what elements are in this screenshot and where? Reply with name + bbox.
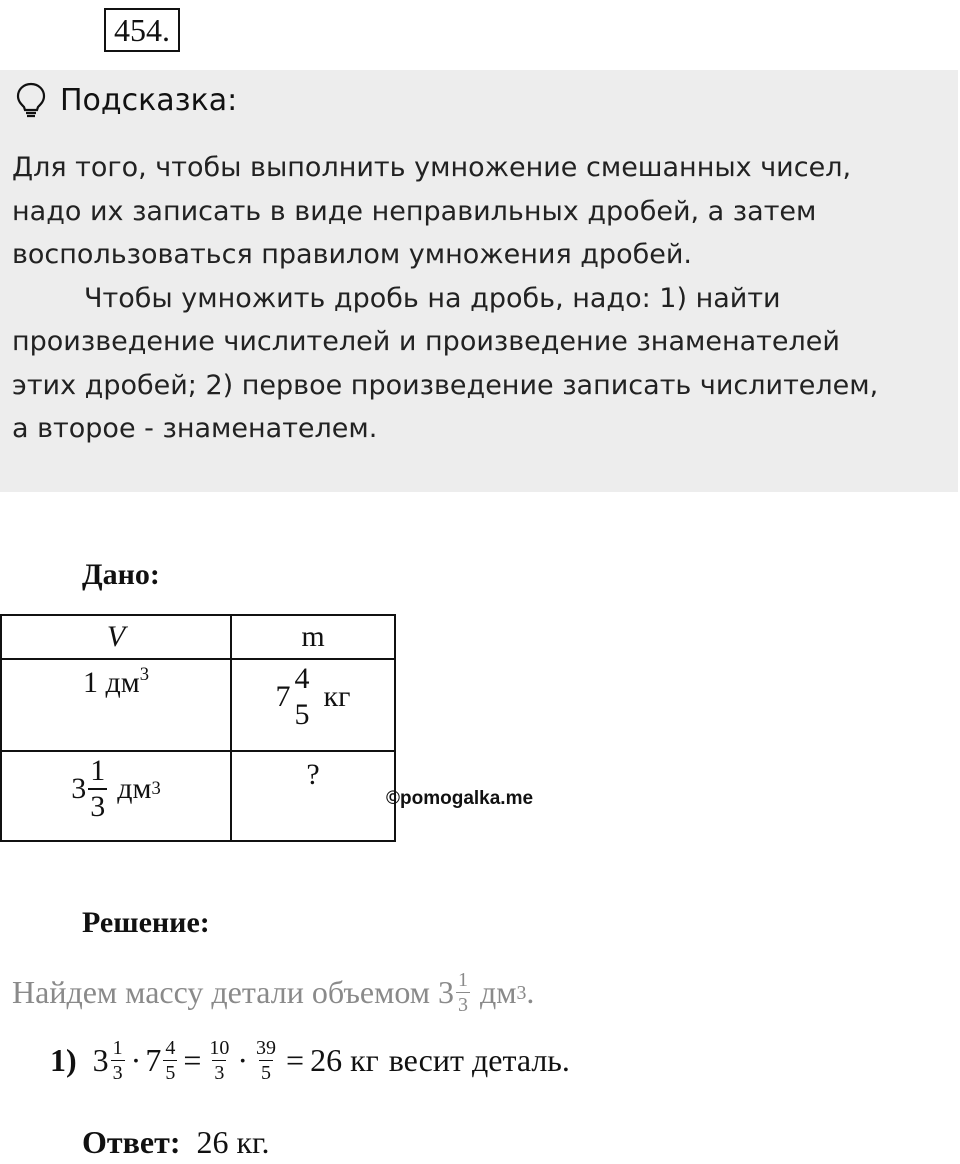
c-numerator: 10 (209, 1037, 230, 1059)
hint-line: надо их записать в виде неправильных дробей, а затем (12, 195, 817, 227)
volume-numerator: 1 (90, 754, 106, 787)
volume-value: 1 дм (82, 666, 140, 699)
lightbulb-icon (16, 82, 46, 118)
step-tail: весит деталь. (388, 1042, 570, 1078)
equals-sign: = (286, 1042, 305, 1078)
hint-text (12, 146, 942, 451)
solution-label: Решение: (82, 906, 210, 939)
d-fraction (254, 1038, 278, 1083)
step-number: 1) (50, 1042, 77, 1078)
b-fraction (163, 1038, 177, 1083)
header-volume: V (1, 615, 231, 659)
intro-unit: дм (479, 974, 517, 1010)
cell-mass-2 (231, 751, 395, 841)
step-result: 26 кг (310, 1042, 379, 1078)
answer-label: Ответ: (82, 1124, 181, 1160)
mass-unit: кг (323, 680, 351, 713)
intro-denominator: 3 (457, 994, 468, 1016)
rule-line: этих дробей; 2) первое произведение записать числителем, (12, 369, 879, 401)
d-numerator: 39 (256, 1037, 277, 1059)
intro-end: . (526, 974, 535, 1010)
multiply-sign: · (237, 1042, 249, 1078)
volume-power: 3 (139, 663, 150, 685)
answer-line (82, 1124, 270, 1161)
a-fraction (111, 1038, 125, 1083)
hint-line: воспользоваться правилом умножения дробей. (12, 239, 692, 270)
watermark: ©pomogalka.me (386, 788, 534, 809)
mass-fraction (293, 664, 312, 730)
given-label: Дано: (82, 558, 160, 591)
intro-numerator: 1 (457, 969, 468, 991)
equals-sign: = (183, 1042, 202, 1078)
mass-whole: 7 (275, 680, 291, 713)
b-whole: 7 (145, 1042, 162, 1078)
intro-text: Найдем массу детали объемом 3 (12, 974, 454, 1010)
c-denominator: 3 (214, 1062, 225, 1084)
cell-volume-1 (1, 659, 231, 751)
a-denominator: 3 (112, 1062, 123, 1084)
hint-line: Для того, чтобы выполнить умножение смешанных чисел, (12, 152, 852, 183)
volume-fraction (88, 756, 107, 822)
volume-unit: дм (117, 772, 152, 805)
rule-line: а второе - знаменателем. (12, 413, 378, 444)
c-fraction (207, 1038, 231, 1083)
b-numerator: 4 (165, 1037, 176, 1059)
hint-header (16, 80, 237, 120)
solution-intro: Найдем массу детали объемом 3 $\frac{1}{3}$ дм 3 . (12, 969, 535, 1016)
answer-value: 26 кг. (196, 1124, 270, 1160)
mass-denominator: 5 (294, 698, 310, 731)
mass-numerator: 4 (294, 662, 310, 695)
d-denominator: 5 (261, 1062, 272, 1084)
volume-denominator: 3 (90, 790, 106, 823)
unknown-mass: ? (306, 758, 320, 791)
multiply-sign: · (130, 1042, 142, 1078)
a-whole: 3 (92, 1042, 109, 1078)
cell-mass-1 (231, 659, 395, 751)
b-denominator: 5 (165, 1062, 176, 1084)
volume-whole: 3 (71, 772, 87, 805)
hint-title: Подсказка: (60, 82, 238, 118)
rule-line: произведение числителей и произведение знаменателей (12, 326, 840, 357)
header-mass: m (231, 615, 395, 659)
solution-step (50, 1038, 570, 1083)
given-table (0, 614, 396, 842)
rule-line: Чтобы умножить дробь на дробь, надо: 1) найти (84, 282, 781, 314)
cell-volume-2: 3 $\frac{1}{3}$ дм 3 (1, 751, 231, 841)
intro-fraction (456, 970, 470, 1015)
exercise-number: 454. (104, 8, 180, 52)
a-numerator: 1 (112, 1037, 123, 1059)
